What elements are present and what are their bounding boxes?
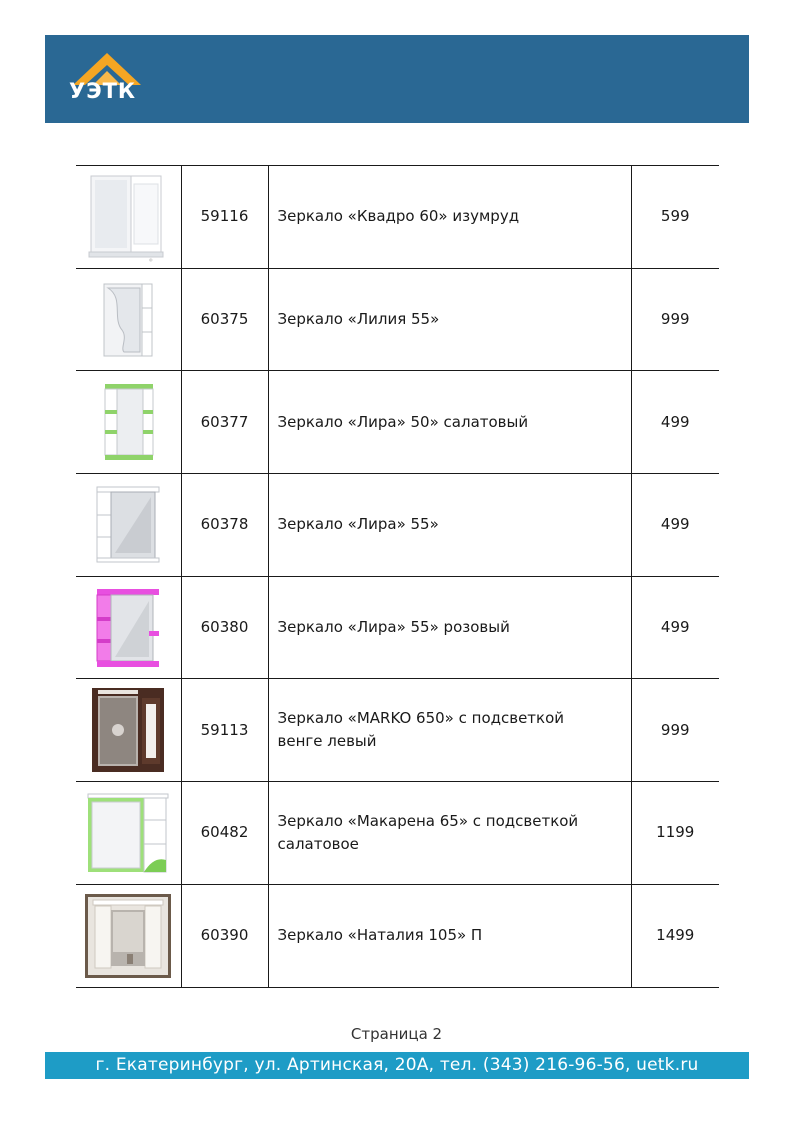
product-price: 1199 xyxy=(631,782,719,885)
product-price: 999 xyxy=(631,679,719,782)
product-price: 499 xyxy=(631,576,719,679)
table-row xyxy=(76,679,719,782)
product-image-cell xyxy=(76,166,181,269)
product-code: 59116 xyxy=(181,166,268,269)
product-price: 1499 xyxy=(631,884,719,987)
product-name: Зеркало «MARKO 650» с подсветкой венге левый xyxy=(268,679,631,782)
table-row xyxy=(76,576,719,679)
svg-text:◎: ◎ xyxy=(149,256,153,262)
product-name: Зеркало «Лира» 50» салатовый xyxy=(268,371,631,474)
logo-text: УЭТК xyxy=(69,79,137,103)
table-row xyxy=(76,474,719,577)
product-code: 60378 xyxy=(181,474,268,577)
mirror-cabinet-green-icon xyxy=(97,380,159,464)
product-code: 59113 xyxy=(181,679,268,782)
product-code: 60380 xyxy=(181,576,268,679)
product-name: Зеркало «Макарена 65» с подсветкой салатовое xyxy=(268,782,631,885)
product-image-cell xyxy=(76,474,181,577)
product-image-cell xyxy=(76,679,181,782)
page-footer: г. Екатеринбург, ул. Артинская, 20А, тел. (343) 216-96-56, uetk.ru xyxy=(45,1052,749,1079)
product-name: Зеркало «Квадро 60» изумруд xyxy=(268,166,631,269)
product-name: Зеркало «Лилия 55» xyxy=(268,268,631,371)
mirror-cabinet-white-icon xyxy=(87,172,169,262)
product-price: 499 xyxy=(631,371,719,474)
product-image-cell xyxy=(76,884,181,987)
product-name: Зеркало «Лира» 55» xyxy=(268,474,631,577)
company-logo xyxy=(67,51,147,107)
table-row xyxy=(76,782,719,885)
product-image-cell xyxy=(76,371,181,474)
table-row xyxy=(76,884,719,987)
product-price: 599 xyxy=(631,166,719,269)
product-name: Зеркало «Лира» 55» розовый xyxy=(268,576,631,679)
product-code: 60482 xyxy=(181,782,268,885)
product-image-cell xyxy=(76,782,181,885)
page-header xyxy=(45,35,749,123)
page-number: Страница 2 xyxy=(350,1025,443,1043)
table-row xyxy=(76,166,719,269)
product-price: 999 xyxy=(631,268,719,371)
product-code: 60377 xyxy=(181,371,268,474)
mirror-cabinet-pink-icon xyxy=(93,585,163,671)
product-price: 499 xyxy=(631,474,719,577)
product-image-cell xyxy=(76,576,181,679)
table-row xyxy=(76,371,719,474)
product-code: 60375 xyxy=(181,268,268,371)
mirror-cabinet-wide-icon xyxy=(83,892,173,980)
product-image-cell xyxy=(76,268,181,371)
mirror-cabinet-lightgreen-icon xyxy=(86,790,170,876)
product-table xyxy=(76,165,719,988)
mirror-cabinet-wave-icon xyxy=(98,278,158,362)
mirror-cabinet-white-shelves-icon xyxy=(93,483,163,567)
table-row xyxy=(76,268,719,371)
product-code: 60390 xyxy=(181,884,268,987)
product-name: Зеркало «Наталия 105» П xyxy=(268,884,631,987)
mirror-cabinet-wenge-icon xyxy=(90,686,166,774)
